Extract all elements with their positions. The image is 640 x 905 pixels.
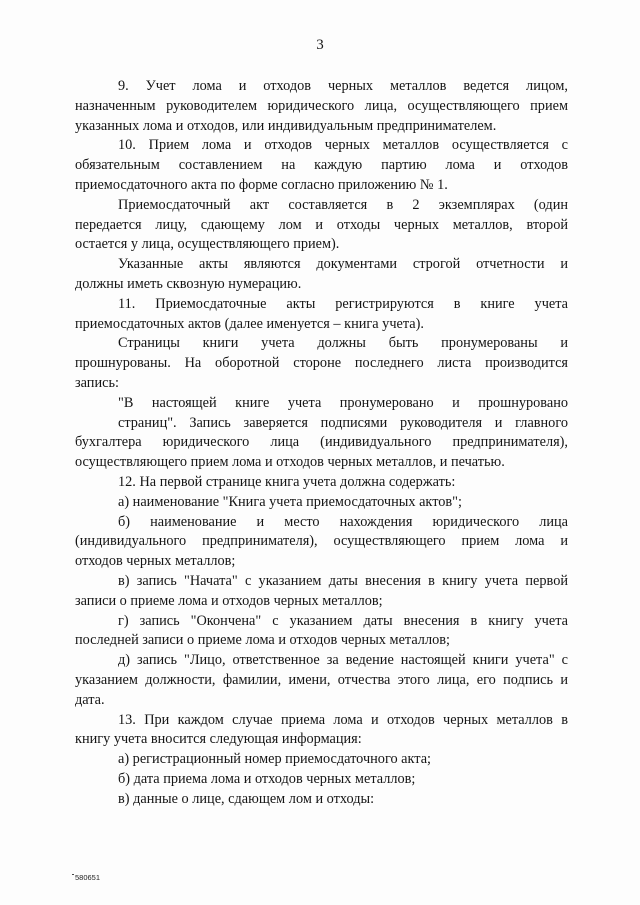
paragraph-13 [75, 711, 568, 751]
list-item-13a [75, 750, 568, 770]
text-line: 10. Прием лома и отходов черных металлов осуществляется с [118, 137, 568, 154]
text-line: бухгалтера юридического лица (индивидуального предпринимателя), [75, 434, 568, 451]
footer-code: 580651 [75, 873, 101, 882]
text-line: б) наименование и место нахождения юридического лица [118, 513, 568, 530]
list-item-12d [75, 651, 568, 710]
text-line: страниц". Запись заверяется подписями руководителя и главного [118, 414, 568, 431]
text-line: назначенным руководителем юридического лица, осуществляющего прием [75, 97, 568, 114]
text-line: указанных лома и отходов, или индивидуальным предпринимателем. [75, 117, 497, 134]
text-line: Страницы книги учета должны быть пронумерованы и [118, 335, 568, 352]
list-item-12a [75, 493, 568, 513]
document-body [75, 77, 568, 809]
paragraph-11 [75, 295, 568, 335]
paragraph-10 [75, 136, 568, 195]
text-line: прошнурованы. На оборотной стороне последнего листа производится [75, 355, 568, 372]
text-line: остается у лица, осуществляющего прием). [75, 236, 340, 253]
list-item-13b [75, 770, 568, 790]
text-line: приемосдаточного акта по форме согласно приложению № 1. [75, 176, 448, 193]
text-line: (индивидуального предпринимателя), осуществляющего прием лома и [75, 533, 568, 550]
text-line: а) наименование "Книга учета приемосдаточных актов"; [118, 493, 462, 510]
text-line: в) запись "Начата" с указанием даты внесения в книгу учета первой [118, 572, 568, 589]
text-line: 11. Приемосдаточные акты регистрируются в книге учета [118, 295, 568, 312]
text-line: 9. Учет лома и отходов черных металлов ведется лицом, [118, 78, 568, 94]
text-line: приемосдаточных актов (далее именуется – книга учета). [75, 315, 424, 332]
list-item-12b [75, 513, 568, 572]
text-line: последней записи о приеме лома и отходов черных металлов; [75, 632, 450, 649]
text-line: запись: [75, 374, 119, 391]
paragraph-12 [75, 473, 568, 493]
text-line: Указанные акты являются документами строгой отчетности и [118, 256, 568, 273]
footer [72, 873, 100, 882]
text-line: б) дата приема лома и отходов черных металлов; [118, 770, 416, 787]
text-line: 13. При каждом случае приема лома и отходов черных металлов в [118, 711, 568, 728]
text-line: книгу учета вносится следующая информация: [75, 731, 362, 748]
text-line: указанием должности, фамилии, имени, отчества этого лица, его подпись и [75, 671, 568, 688]
list-item-12g [75, 612, 568, 652]
text-line: в) данные о лице, сдающем лом и отходы: [118, 790, 375, 807]
paragraph-act-copies [75, 196, 568, 255]
list-item-13v [75, 790, 568, 810]
list-item-12v [75, 572, 568, 612]
text-line: "В настоящей книге учета пронумеровано и прошнуровано [118, 394, 568, 411]
text-line: отходов черных металлов; [75, 553, 236, 570]
text-line: передается лицу, сдающему лом и отходы черных металлов, второй [75, 216, 568, 233]
text-line: должны иметь сквозную нумерацию. [75, 275, 302, 292]
page-number: 3 [316, 37, 324, 53]
text-line: д) запись "Лицо, ответственное за ведение настоящей книги учета" с [118, 652, 568, 669]
text-line: а) регистрационный номер приемосдаточного акта; [118, 751, 432, 768]
text-line: Приемосдаточный акт составляется в 2 экземплярах (один [118, 196, 568, 213]
text-line: г) запись "Окончена" с указанием даты внесения в книгу учета [118, 612, 568, 629]
paragraph-9 [75, 77, 568, 136]
text-line: записи о приеме лома и отходов черных металлов; [75, 592, 383, 609]
text-line: 12. На первой странице книга учета должна содержать: [118, 473, 456, 490]
text-line: обязательным составлением на каждую партию лома и отходов [75, 157, 568, 174]
text-line: дата. [75, 691, 105, 708]
footer-mark [72, 874, 74, 875]
text-line: осуществляющего прием лома и отходов черных металлов, и печатью. [75, 454, 505, 471]
paragraph-book-pages [75, 334, 568, 393]
paragraph-strict-reporting [75, 255, 568, 295]
paragraph-certification-record [75, 394, 568, 473]
